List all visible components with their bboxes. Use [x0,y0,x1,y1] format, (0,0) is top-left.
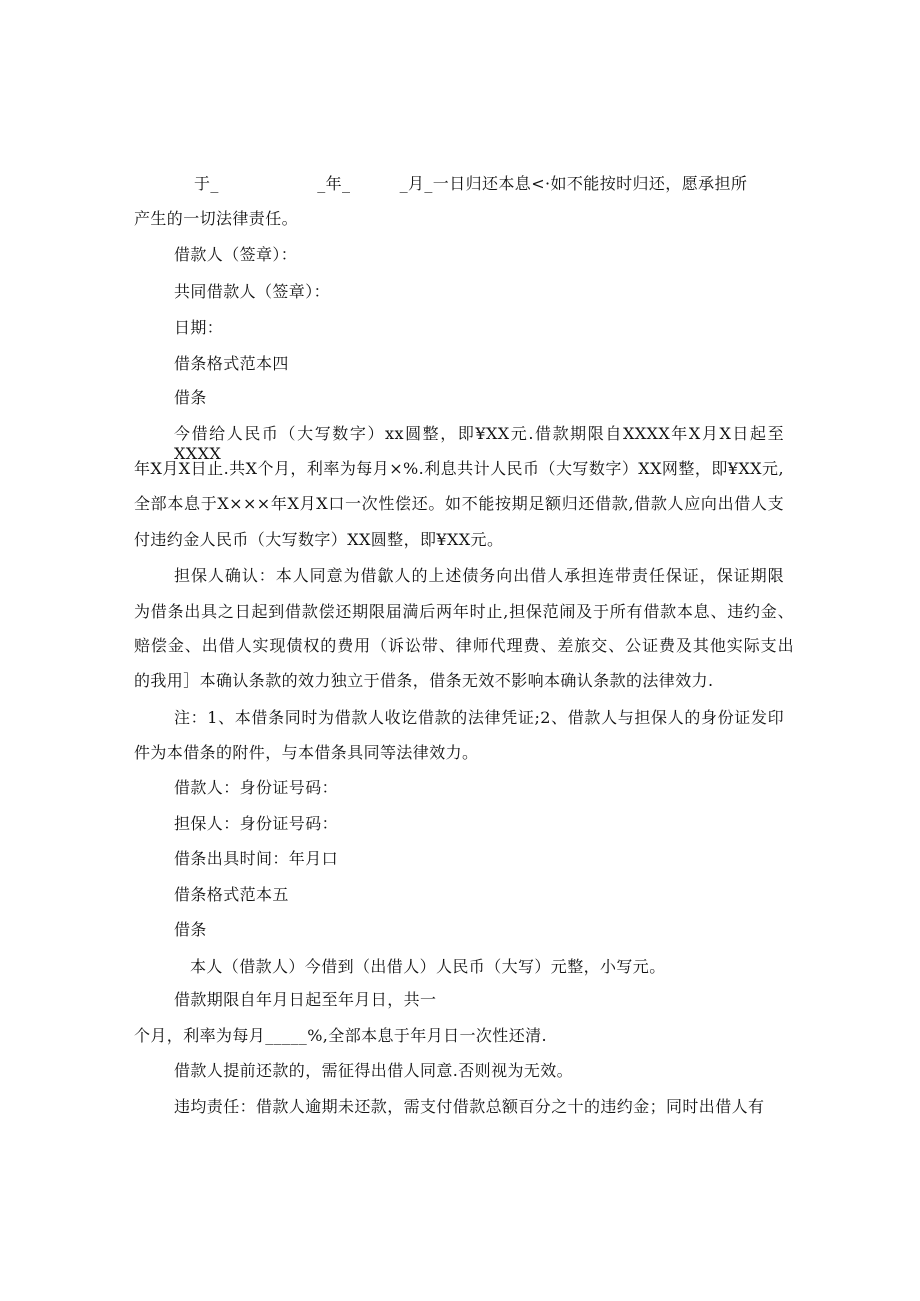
iou-title: 借条 [174,388,207,407]
note-line-2: 件为本借条的附件，与本借条具同等法律效力。 [134,743,479,762]
note-line-1: 注：1、本借条同时为借款人收讫借款的法律凭证;2、借款人与担保人的身份证发印 [174,708,784,727]
repayment-date-line: 于_ _年_ _月_一日归还本息<·如不能按时归还，愿承担所 [194,174,748,193]
guarantor-confirmation-line-3: 赔偿金、出借人实现债权的费用（诉讼带、律师代理费、差旅交、公证费及其他实际支出 [134,636,794,655]
borrower-id-label: 借款人：身份证号码： [174,778,339,797]
loan-period-line: 借款期限自年月日起至年月日，共一 [174,990,437,1009]
co-borrower-signature-label: 共同借款人（签章）： [174,282,331,301]
template-five-heading: 借条格式范本五 [174,885,289,904]
interest-rate-line: 个月，利率为每月_____%,全部本息于年月日一次性还清. [134,1026,547,1045]
borrowing-statement: 本人（借款人）今借到（出借人）人民币（大写）元整，小写元。 [190,957,666,976]
borrower-signature-label: 借款人（签章）： [174,245,298,264]
default-liability-line: 违均责任：借款人逾期未还款，需支付借款总额百分之十的违约金；同时出借人有 [174,1097,765,1116]
legal-liability-line: 产生的一切法律责任。 [134,209,299,228]
date-label: 日期： [174,318,224,337]
guarantor-id-label: 担保人：身份证号码： [174,814,339,833]
template-four-heading: 借条格式范本四 [174,354,289,373]
early-repayment-line: 借款人提前还款的，需征得出借人同意.否则视为无效。 [174,1061,574,1080]
loan-terms-line-4: 付违约金人民币（大写数字）XX圆整，即¥XX元。 [134,530,504,549]
iou-title-2: 借条 [174,920,207,939]
loan-terms-line-2: 年X月X日止.共X个月，利率为每月×%.利息共计人民币（大写数字）XX网整，即¥XX元, [134,459,784,478]
loan-terms-line-3: 全部本息于X×××年X月X口一次性偿还。如不能按期足额归还借款,借款人应向出借人支 [134,494,784,513]
loan-terms-line-1: 今借给人民币（大写数字）xx圆整，即¥XX元.借款期限自XXXX年X月X日起至XXXX [174,424,784,463]
guarantor-confirmation-line-4: 的我用］本确认条款的效力独立于借条，借条无效不影响本确认条款的法律效力. [134,671,714,690]
guarantor-confirmation-line-2: 为借条出具之日起到借款偿还期限届満后两年时止,担保范闹及于所有借款本息、违约金、 [134,602,794,621]
guarantor-confirmation-line-1: 担保人确认：本人同意为借歙人的上述债务向出借人承担连带责任保证，保证期限 [174,566,784,585]
issue-time-label: 借条出具时间：年月口 [174,849,339,868]
